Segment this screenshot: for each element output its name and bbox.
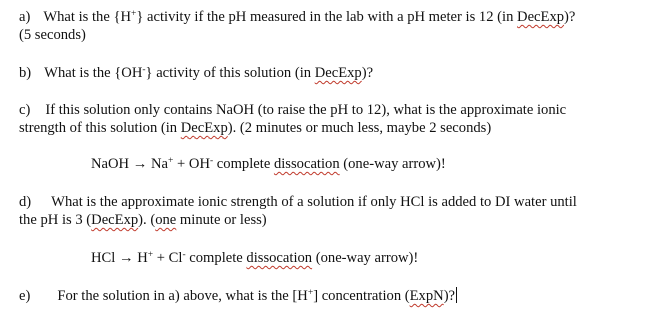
question-e-marker: e) (19, 288, 31, 304)
equation-text: + Cl (153, 250, 183, 266)
equation-text: (one-way arrow)! (339, 156, 446, 172)
superscript: - (142, 65, 146, 75)
question-e-text: ] concentration ( (313, 288, 410, 304)
question-d-line1 (19, 193, 577, 211)
question-d-text: minute or less) (176, 212, 267, 228)
question-d-text: the pH is 3 ( (19, 212, 92, 228)
question-a-text: What is the {H (43, 9, 131, 25)
question-e-text: For the solution in a) above, what is the [H (57, 288, 308, 304)
text-cursor[interactable] (456, 287, 457, 303)
question-c-text: ). (2 minutes or much less, maybe 2 seconds) (227, 120, 492, 136)
spellcheck-word: DecExp (314, 65, 362, 81)
question-a-text: )? (564, 9, 576, 25)
question-d-text: ). ( (138, 212, 156, 228)
question-d-marker: d) (19, 194, 32, 210)
spellcheck-word: DecExp (180, 120, 228, 136)
question-e-line1[interactable] (19, 287, 457, 305)
question-e-text: )? (443, 288, 456, 304)
equation-c (91, 155, 446, 173)
superscript: + (307, 288, 314, 298)
superscript: + (168, 156, 174, 166)
question-c-text: If this solution only contains NaOH (to raise the pH to 12), what is the approximate ionic (45, 102, 567, 118)
equation-text: (one-way arrow)! (312, 250, 419, 266)
superscript: - (209, 156, 214, 166)
question-b-text: } activity of this solution (in (145, 65, 315, 81)
spellcheck-word: dissocation (246, 250, 313, 266)
spellcheck-word: DecExp (517, 9, 565, 25)
question-c-line1 (19, 101, 566, 119)
question-a-line1 (19, 8, 575, 26)
equation-text: NaOH → Na (91, 156, 169, 172)
equation-text: + OH (173, 156, 210, 172)
equation-text: complete (213, 156, 274, 172)
question-c-marker: c) (19, 102, 31, 118)
question-a-marker: a) (19, 9, 31, 25)
question-d-line2 (19, 211, 267, 229)
spellcheck-word: dissocation (273, 156, 340, 172)
question-b-text: What is the {OH (44, 65, 143, 81)
question-a-line2: (5 seconds) (19, 27, 86, 43)
equation-text: HCl → H (91, 250, 148, 266)
equation-d (91, 249, 418, 267)
question-b-text: )? (361, 65, 374, 81)
superscript: - (182, 250, 186, 260)
superscript: + (131, 9, 137, 19)
question-b-line1 (19, 64, 373, 82)
question-a-text: } activity if the pH measured in the lab with a pH meter is 12 (in (136, 9, 518, 25)
question-d-text: What is the approximate ionic strength of a solution if only HCl is added to DI water until (51, 194, 577, 210)
question-b-marker: b) (19, 65, 32, 81)
superscript: + (147, 250, 154, 260)
question-c-line2 (19, 119, 491, 137)
equation-text: complete (185, 250, 247, 266)
spellcheck-word: one (155, 212, 177, 228)
question-c-text: strength of this solution (in (19, 120, 181, 136)
spellcheck-word: DecExp (91, 212, 139, 228)
spellcheck-word: ExpN (409, 288, 444, 304)
